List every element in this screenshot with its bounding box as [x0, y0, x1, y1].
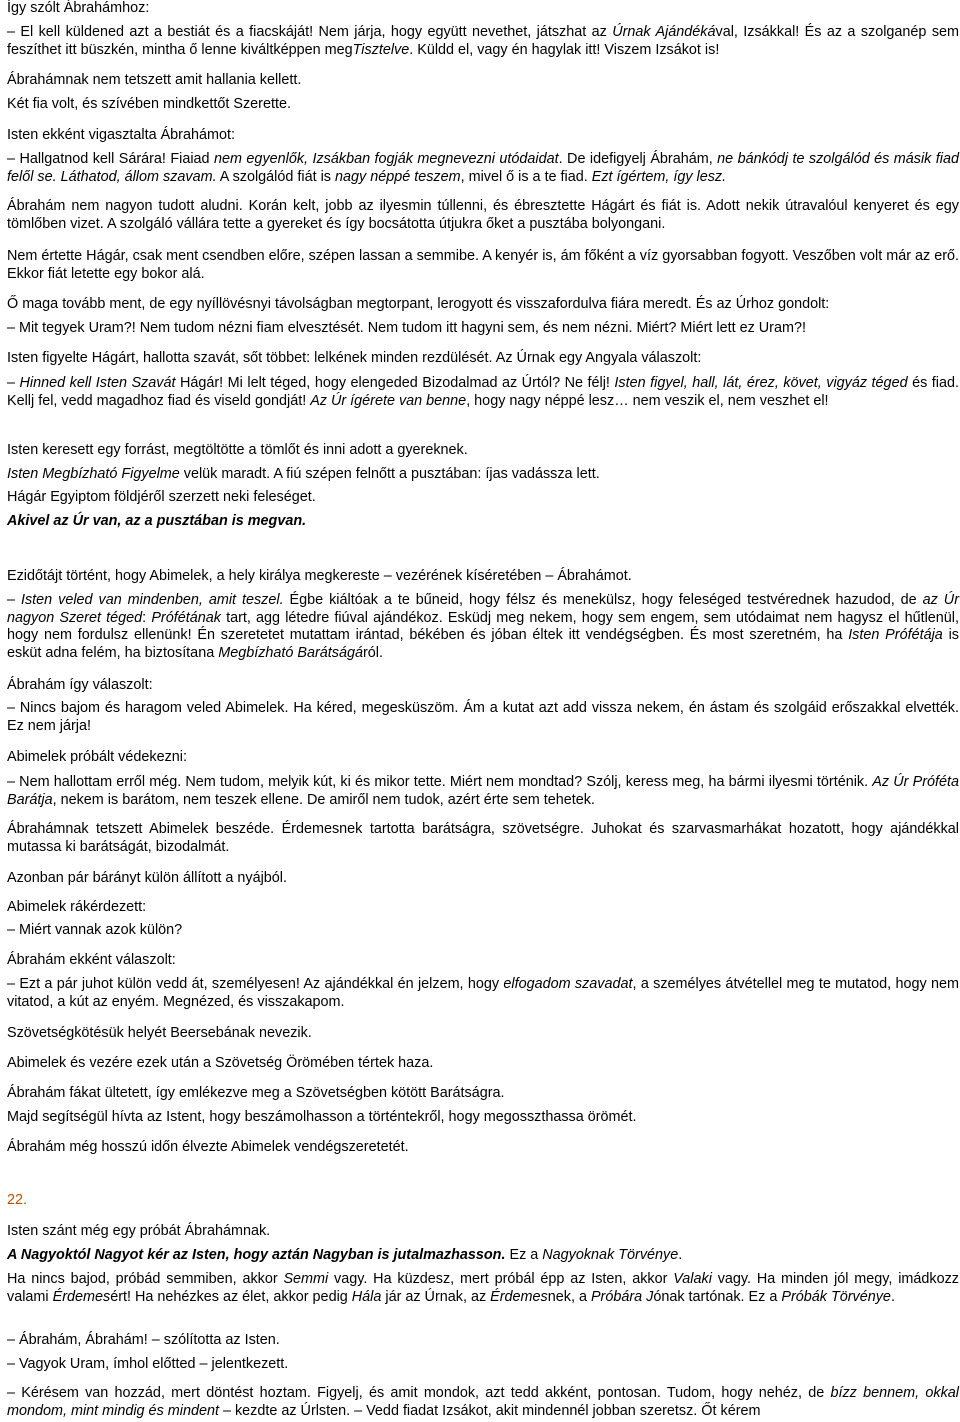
- text-run: bízz bennem, okkal mondom, mint mindig és mindent: [7, 1385, 959, 1419]
- text-run: az Úr nagyon Szeret téged: [7, 592, 959, 626]
- text-run: tart, agg létedre fiúval ajándékoz. Esküdj meg nekem, hogy sem engem, sem utódaimat nem hagysz el hűtlenül, hogy nem fordulsz ellenünk! Én szeretetet mutattam irántad, békében és jóban éltek itt vendégségben. És most szeretném, ha: [7, 609, 960, 643]
- text-run: Ábrahám fákat ültetett, így emlékezve meg a Szövetségben kötött Barátságra.: [7, 1085, 505, 1101]
- text-run: Hágár! Mi lelt téged, hogy elengeded Bizodalmad az Úrtól? Ne félj!: [175, 375, 615, 391]
- text-run: jár az Úrnak, az: [381, 1288, 491, 1305]
- text-run: Próbák Törvénye: [781, 1288, 891, 1305]
- text-run: – Kérésem van hozzád, mert döntést hoztam. Figyelj, és amit mondok, azt tedd akként, pontosan. Tudom, hogy nehéz, de: [7, 1385, 831, 1401]
- text-run: – Ezt a pár juhot külön vedd át, személyesen! Az ajándékkal én jelzem, hogy: [7, 976, 504, 992]
- text-run: Isten figyel, hall, lát, érez, követ, vigyáz téged: [614, 375, 908, 391]
- text-run: Nagyoknak Törvénye: [542, 1247, 679, 1263]
- text-run: és fiad. Kellj fel, vedd magadhoz fiad és viseld gondját!: [7, 375, 960, 409]
- text-run: . Küldd el, vagy én hagylak itt! Viszem Izsákot is!: [409, 41, 720, 58]
- text-run: Ő maga tovább ment, de egy nyíllövésnyi távolságban megtorpant, lerogyott és visszafordulva fiára meredt. És az Úrhoz gondolt:: [7, 296, 830, 312]
- paragraph-p16: [7, 513, 959, 531]
- text-run: ónak tartónak. Ez a: [653, 1288, 782, 1305]
- text-run: Nem értette Hágár, csak ment csendben előre, szépen lassan a semmibe. A kenyér is, ám főként a víz gyorsabban fogyott. Veszőben volt már az erő. Ekkor fiát letette egy bokor alá.: [7, 248, 959, 282]
- paragraph-p17: [7, 568, 959, 586]
- text-run: . De idefigyelj Ábrahám,: [558, 151, 718, 167]
- text-run: Prófétának: [151, 609, 221, 626]
- text-run: vagy. Ha minden jól megy, imádkozz valami: [7, 1271, 959, 1305]
- text-run: Így szólt Ábrahámhoz:: [7, 0, 150, 16]
- text-run: Égbe kiáltóak a te bűneid, hogy félsz és menekülsz, hogy feleséged testvérednek hazudod, de: [283, 592, 923, 608]
- text-run: Ábrahámnak nem tetszett amit hallania kellett.: [7, 72, 302, 88]
- paragraph-p23: [7, 821, 959, 856]
- text-run: nek, a: [547, 1288, 591, 1305]
- paragraph-p20: [7, 700, 959, 735]
- paragraph-p36: [7, 1247, 959, 1265]
- text-run: – Miért vannak azok külön?: [7, 922, 183, 938]
- text-run: –: [7, 592, 21, 608]
- text-run: Valaki: [673, 1271, 712, 1287]
- text-run: Ábrahám nem nagyon tudott aludni. Korán kelt, jobb az ilyesmin túllenni, és ébresztette Hágárt és fiát is. Adott nekik útravalóul kenyeret és egy tömlőben vizet. A szolgáló vállára tette a gyereket és így bocsátotta útjukra őket a pusztába bolyongani.: [7, 198, 959, 232]
- text-run: Ábrahám még hosszú időn élvezte Abimelek vendégszeretetét.: [7, 1139, 409, 1155]
- text-run: – Hallgatnod kell Sárára! Fiaiad: [7, 151, 214, 167]
- paragraph-p38: [7, 1332, 959, 1350]
- text-run: vagy. Ha küzdesz, mert próbál épp az Isten, akkor: [328, 1271, 674, 1287]
- paragraph-p39: [7, 1356, 959, 1374]
- paragraph-p34: [7, 1192, 959, 1210]
- paragraph-p27: [7, 952, 959, 970]
- paragraph-p25: [7, 899, 959, 917]
- text-run: elfogadom szavadat: [503, 976, 633, 992]
- text-run: nem egyenlők, Izsákban fogják megnevezni utódaidat: [214, 151, 559, 167]
- text-run: Érdemes: [52, 1288, 111, 1305]
- text-run: ne bánkódj te szolgálód és másik fiad felől se. Láthatod, állom szavam.: [7, 151, 959, 185]
- text-run: ról.: [363, 644, 384, 661]
- text-run: Isten Prófétája: [848, 627, 943, 643]
- text-run: Isten szánt még egy próbát Ábrahámnak.: [7, 1223, 271, 1239]
- text-run: Az Úr ígérete van benne: [310, 392, 467, 409]
- paragraph-p09: [7, 296, 959, 314]
- text-run: Próbára J: [590, 1288, 654, 1305]
- text-run: Abimelek rákérdezett:: [7, 899, 147, 915]
- text-run: val, Izsákkal! És az a szolganép sem feszíthet itt büszkén, mintha ő lenne kiváltképpen meg: [7, 24, 960, 58]
- text-run: Úrnak Ajándéká: [612, 24, 716, 40]
- paragraph-p12: [7, 375, 959, 410]
- paragraph-p32: [7, 1109, 959, 1127]
- paragraph-p30: [7, 1055, 959, 1073]
- paragraph-p08: [7, 248, 959, 283]
- paragraph-p14: [7, 466, 959, 484]
- text-run: ért! Ha nehézkes az élet, akkor pedig: [110, 1288, 352, 1305]
- text-run: Az Úr Próféta Barátja: [7, 774, 959, 808]
- paragraph-p19: [7, 677, 959, 695]
- text-run: Ábrahám így válaszolt:: [7, 677, 153, 693]
- paragraph-p06: [7, 151, 959, 186]
- text-run: Ezt ígértem, így lesz.: [591, 168, 727, 185]
- text-run: Két fia volt, és szívében mindkettőt Szerette.: [7, 96, 291, 112]
- paragraph-p33: [7, 1139, 959, 1157]
- text-run: Isten Megbízható Figyelme: [7, 466, 180, 482]
- paragraph-p40: [7, 1385, 959, 1420]
- text-run: Akivel az Úr van, az a pusztában is megvan.: [7, 513, 307, 529]
- paragraph-p21: [7, 749, 959, 767]
- paragraph-p18: [7, 592, 959, 662]
- paragraph-p29: [7, 1025, 959, 1043]
- paragraph-p03: [7, 72, 959, 90]
- paragraph-p35: [7, 1223, 959, 1241]
- text-run: Ha nincs bajod, próbád semmiben, akkor: [7, 1271, 284, 1287]
- text-run: – Nem hallottam erről még. Nem tudom, melyik kút, ki és mikor tette. Miért nem mondtad? Szólj, keress meg, ha bármi ilyesmi történik.: [7, 774, 873, 790]
- text-run: A Nagyoktól Nagyot kér az Isten, hogy aztán Nagyban is jutalmazhasson.: [7, 1247, 506, 1263]
- text-run: Ábrahámnak tetszett Abimelek beszéde. Érdemesnek tartotta barátságra, szövetségre. Juhokat és szarvasmarhákat hozatott, hogy ajándékkal mutassa ki barátságát, bizodalmát.: [7, 821, 959, 855]
- paragraph-p31: [7, 1085, 959, 1103]
- text-run: 22.: [7, 1192, 28, 1208]
- paragraph-p15: [7, 489, 959, 507]
- paragraph-p05: [7, 127, 959, 145]
- text-run: Érdemes: [490, 1288, 548, 1305]
- paragraph-p37: [7, 1271, 959, 1306]
- text-run: – Mit tegyek Uram?! Nem tudom nézni fiam elvesztését. Nem tudom itt hagyni sem, és nem nézni. Miért? Miért lett ez Uram?!: [7, 320, 806, 336]
- text-run: Hála: [351, 1288, 382, 1305]
- paragraph-p02: [7, 24, 959, 59]
- paragraph-p26: [7, 922, 959, 940]
- text-run: is esküt adna felém, ha biztosítana: [7, 627, 959, 661]
- text-run: , nekem is barátom, nem teszek ellene. De amiről nem tudok, azért érte sem tehetek.: [52, 791, 595, 808]
- text-run: Majd segítségül hívta az Istent, hogy beszámolhasson a történtekről, hogy megosszthassa örömét.: [7, 1109, 637, 1125]
- text-run: – kezdte az Úrlsten. – Vedd fiadat Izsákot, akit mindennél jobban szeretsz. Őt kérem: [218, 1402, 761, 1419]
- text-run: Ábrahám ekként válaszolt:: [7, 952, 176, 968]
- text-run: Isten keresett egy forrást, megtöltötte a tömlőt és inni adott a gyereknek.: [7, 442, 468, 458]
- text-run: Tisztelve: [352, 41, 410, 58]
- paragraph-p01: [7, 0, 959, 18]
- text-run: Semmi: [283, 1271, 329, 1287]
- text-run: –: [7, 375, 20, 391]
- text-run: – Nincs bajom és haragom veled Abimelek. Ha kéred, megesküszöm. Ám a kutat azt add vissza nekem, én ástam és szolgáid erőszakkal elvették. Ez nem járja!: [7, 700, 959, 734]
- text-run: Abimelek próbált védekezni:: [7, 749, 187, 765]
- text-run: :: [142, 609, 152, 626]
- text-run: Megbízható Barátságá: [218, 644, 364, 661]
- text-run: Abimelek és vezére ezek után a Szövetség Örömében tértek haza.: [7, 1055, 434, 1071]
- text-run: , hogy nagy néppé lesz… nem veszik el, nem veszhet el!: [466, 392, 829, 409]
- text-run: , a személyes átvétellel meg te mutatod, hogy nem vitatod, a kút az enyém. Megnézed, és visszakapom.: [7, 976, 959, 1010]
- text-run: Hinned kell Isten Szavát: [19, 375, 176, 391]
- paragraph-p28: [7, 976, 959, 1011]
- text-run: velük maradt. A fiú szépen felnőtt a pusztában: íjas vadássza lett.: [179, 466, 600, 482]
- text-run: Isten figyelte Hágárt, hallotta szavát, sőt többet: lelkének minden rezdülését. Az Úrnak egy Angyala válaszolt:: [7, 350, 702, 366]
- paragraph-p07: [7, 198, 959, 233]
- text-run: Isten veled van mindenben, amit teszel.: [20, 592, 284, 608]
- paragraph-p11: [7, 350, 959, 368]
- text-run: Ezidőtájt történt, hogy Abimelek, a hely királya megkereste – vezérének kíséretében – Ábrahámot.: [7, 568, 632, 584]
- paragraph-p24: [7, 870, 959, 888]
- text-run: .: [890, 1288, 895, 1305]
- paragraph-p04: [7, 96, 959, 114]
- text-run: .: [678, 1247, 683, 1263]
- text-run: Szövetségkötésük helyét Beersebának nevezik.: [7, 1025, 312, 1041]
- text-run: Hágár Egyiptom földjéről szerzett neki feleséget.: [7, 489, 316, 505]
- text-run: , mivel ő is a te fiad.: [460, 168, 592, 185]
- text-run: – Ábrahám, Ábrahám! – szólította az Isten.: [7, 1332, 280, 1348]
- text-run: Azonban pár bárányt külön állított a nyájból.: [7, 870, 287, 886]
- paragraph-p10: [7, 320, 959, 338]
- text-run: Ez a: [505, 1247, 543, 1263]
- text-run: – El kell küldened azt a bestiát és a fiacskáját! Nem járja, hogy együtt nevethet, játszhat az: [7, 24, 613, 40]
- text-run: nagy néppé teszem: [334, 168, 461, 185]
- paragraph-p13: [7, 442, 959, 460]
- text-run: A szolgálód fiát is: [216, 168, 335, 185]
- text-run: – Vagyok Uram, ímhol előtted – jelentkezett.: [7, 1356, 289, 1372]
- text-run: Isten ekként vigasztalta Ábrahámot:: [7, 127, 235, 143]
- paragraph-p22: [7, 774, 959, 809]
